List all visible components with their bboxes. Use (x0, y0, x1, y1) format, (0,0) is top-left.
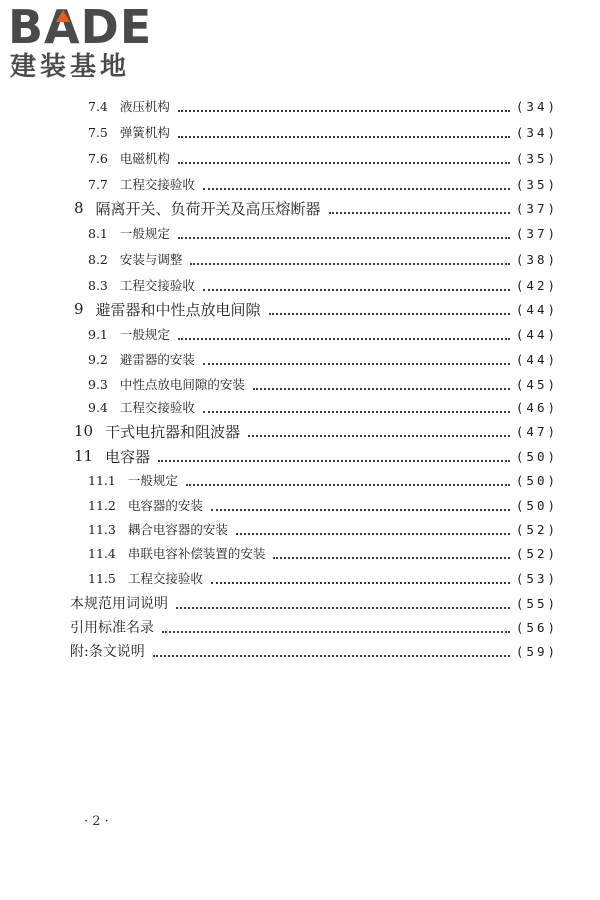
toc-entry-7-6 (88, 146, 558, 170)
toc-entry-11-3 (88, 517, 558, 541)
toc-entry-page: (34) (515, 98, 558, 114)
toc-entry-title: 干式电抗器和阻波器 (105, 422, 241, 441)
toc-chapter-10 (74, 419, 558, 443)
toc-entry-title: 电容器 (105, 447, 151, 466)
dot-leader (153, 654, 510, 657)
toc-entry-title: 电容器的安装 (127, 498, 203, 513)
toc-entry-number: 11.5 (88, 570, 116, 586)
toc-entry-page: (46) (515, 399, 558, 415)
dot-leader (203, 187, 510, 190)
toc-entry-number: 9 (74, 300, 84, 318)
toc-entry-number: 8.1 (88, 225, 108, 241)
toc-entry-page: (37) (515, 200, 558, 216)
logo-tagline: 建装基地 (10, 52, 131, 82)
toc-entry-page: (52) (515, 545, 558, 561)
toc-entry-title: 引用标准名录 (70, 620, 154, 636)
toc-entry-number: 9.2 (88, 351, 108, 367)
dot-leader (178, 236, 510, 239)
toc-entry-page: (35) (515, 150, 558, 166)
dot-leader (203, 410, 510, 413)
toc-entry-9-4 (88, 395, 558, 419)
dot-leader (190, 262, 509, 265)
toc-entry-number: 8.2 (88, 251, 108, 267)
toc-entry-title: 工程交接验收 (119, 400, 195, 415)
toc-entry-appendix-explanation (70, 639, 558, 663)
toc-entry-number: 7.5 (88, 124, 108, 140)
toc-entry-number: 11.1 (88, 472, 116, 488)
dot-leader (162, 630, 510, 633)
dot-leader (236, 532, 510, 535)
toc-entry-number: 11.4 (88, 545, 116, 561)
dot-leader (203, 362, 510, 365)
toc-entry-title: 安装与调整 (119, 252, 183, 267)
toc-entry-number: 10 (74, 422, 94, 440)
dot-leader (178, 337, 510, 340)
toc-entry-page: (44) (515, 326, 558, 342)
dot-leader (211, 581, 510, 584)
page-number: · 2 · (84, 814, 109, 829)
toc-entry-title: 避雷器的安装 (119, 352, 195, 367)
dot-leader (248, 434, 510, 437)
toc-entry-number: 11.2 (88, 497, 116, 513)
toc-entry-title: 液压机构 (119, 99, 170, 114)
toc-entry-11-2 (88, 493, 558, 517)
toc-chapter-11 (74, 444, 558, 468)
toc-entry-page: (44) (515, 301, 558, 317)
logo-accent-mark (56, 10, 70, 22)
toc-entry-page: (56) (515, 619, 558, 635)
dot-leader (211, 508, 510, 511)
toc-entry-page: (50) (515, 448, 558, 464)
toc-entry-11-5 (88, 566, 558, 590)
toc-entry-number: 7.7 (88, 176, 108, 192)
toc-entry-9-3 (88, 372, 558, 396)
toc-entry-page: (45) (515, 376, 558, 392)
toc-entry-number: 9.4 (88, 399, 108, 415)
toc-entry-title: 中性点放电间隙的安装 (119, 377, 245, 392)
dot-leader (273, 556, 510, 559)
toc-entry-page: (44) (515, 351, 558, 367)
dot-leader (186, 483, 510, 486)
toc-entry-11-4 (88, 541, 558, 565)
toc-entry-title: 一般规定 (119, 226, 170, 241)
dot-leader (178, 109, 510, 112)
bade-logo (8, 0, 178, 84)
dot-leader (329, 211, 510, 214)
toc-entry-7-4 (88, 94, 558, 118)
toc-entry-page: (53) (515, 570, 558, 586)
toc-entry-title: 一般规定 (127, 473, 178, 488)
toc-entry-8-3 (88, 273, 558, 297)
toc-entry-number: 11.3 (88, 521, 116, 537)
dot-leader (158, 459, 510, 462)
toc-entry-7-5 (88, 120, 558, 144)
dot-leader (178, 161, 510, 164)
toc-entry-title: 本规范用词说明 (70, 596, 168, 612)
toc-entry-title: 工程交接验收 (119, 278, 195, 293)
toc-entry-title: 工程交接验收 (119, 177, 195, 192)
toc-entry-number: 11 (74, 447, 94, 465)
toc-entry-8-1 (88, 221, 558, 245)
logo-brand: BADE (8, 0, 153, 54)
toc-entry-11-1 (88, 468, 558, 492)
toc-entry-page: (35) (515, 176, 558, 192)
toc-entry-title: 附:条文说明 (70, 644, 145, 660)
dot-leader (269, 312, 510, 315)
toc-entry-number: 8 (74, 199, 84, 217)
toc-entry-page: (47) (515, 423, 558, 439)
toc-entry-title: 弹簧机构 (119, 125, 170, 140)
toc-entry-page: (42) (515, 277, 558, 293)
dot-leader (176, 606, 510, 609)
toc-entry-page: (55) (515, 595, 558, 611)
toc-entry-page: (50) (515, 497, 558, 513)
toc-entry-title: 一般规定 (119, 327, 170, 342)
toc-chapter-9 (74, 297, 558, 321)
toc-entry-page: (38) (515, 251, 558, 267)
toc-entry-8-2 (88, 247, 558, 271)
toc-entry-wording-explanation (70, 591, 558, 615)
toc-entry-9-1 (88, 322, 558, 346)
toc-entry-page: (59) (515, 643, 558, 659)
toc-entry-number: 7.6 (88, 150, 108, 166)
toc-entry-page: (37) (515, 225, 558, 241)
toc-entry-page: (34) (515, 124, 558, 140)
toc-entry-9-2 (88, 347, 558, 371)
dot-leader (178, 135, 510, 138)
toc-entry-number: 9.1 (88, 326, 108, 342)
dot-leader (253, 387, 510, 390)
toc-chapter-8 (74, 196, 558, 220)
toc-entry-title: 电磁机构 (119, 151, 170, 166)
toc-entry-title: 隔离开关、负荷开关及高压熔断器 (95, 199, 321, 218)
toc-entry-title: 串联电容补偿装置的安装 (127, 546, 266, 561)
toc-entry-7-7 (88, 172, 558, 196)
dot-leader (203, 288, 510, 291)
toc-entry-title: 工程交接验收 (127, 571, 203, 586)
toc-entry-number: 9.3 (88, 376, 108, 392)
toc-entry-page: (52) (515, 521, 558, 537)
toc-entry-title: 耦合电容器的安装 (127, 522, 228, 537)
toc-entry-number: 8.3 (88, 277, 108, 293)
toc-entry-title: 避雷器和中性点放电间隙 (95, 300, 261, 319)
toc-entry-number: 7.4 (88, 98, 108, 114)
toc-entry-referenced-standards (70, 615, 558, 639)
toc-entry-page: (50) (515, 472, 558, 488)
